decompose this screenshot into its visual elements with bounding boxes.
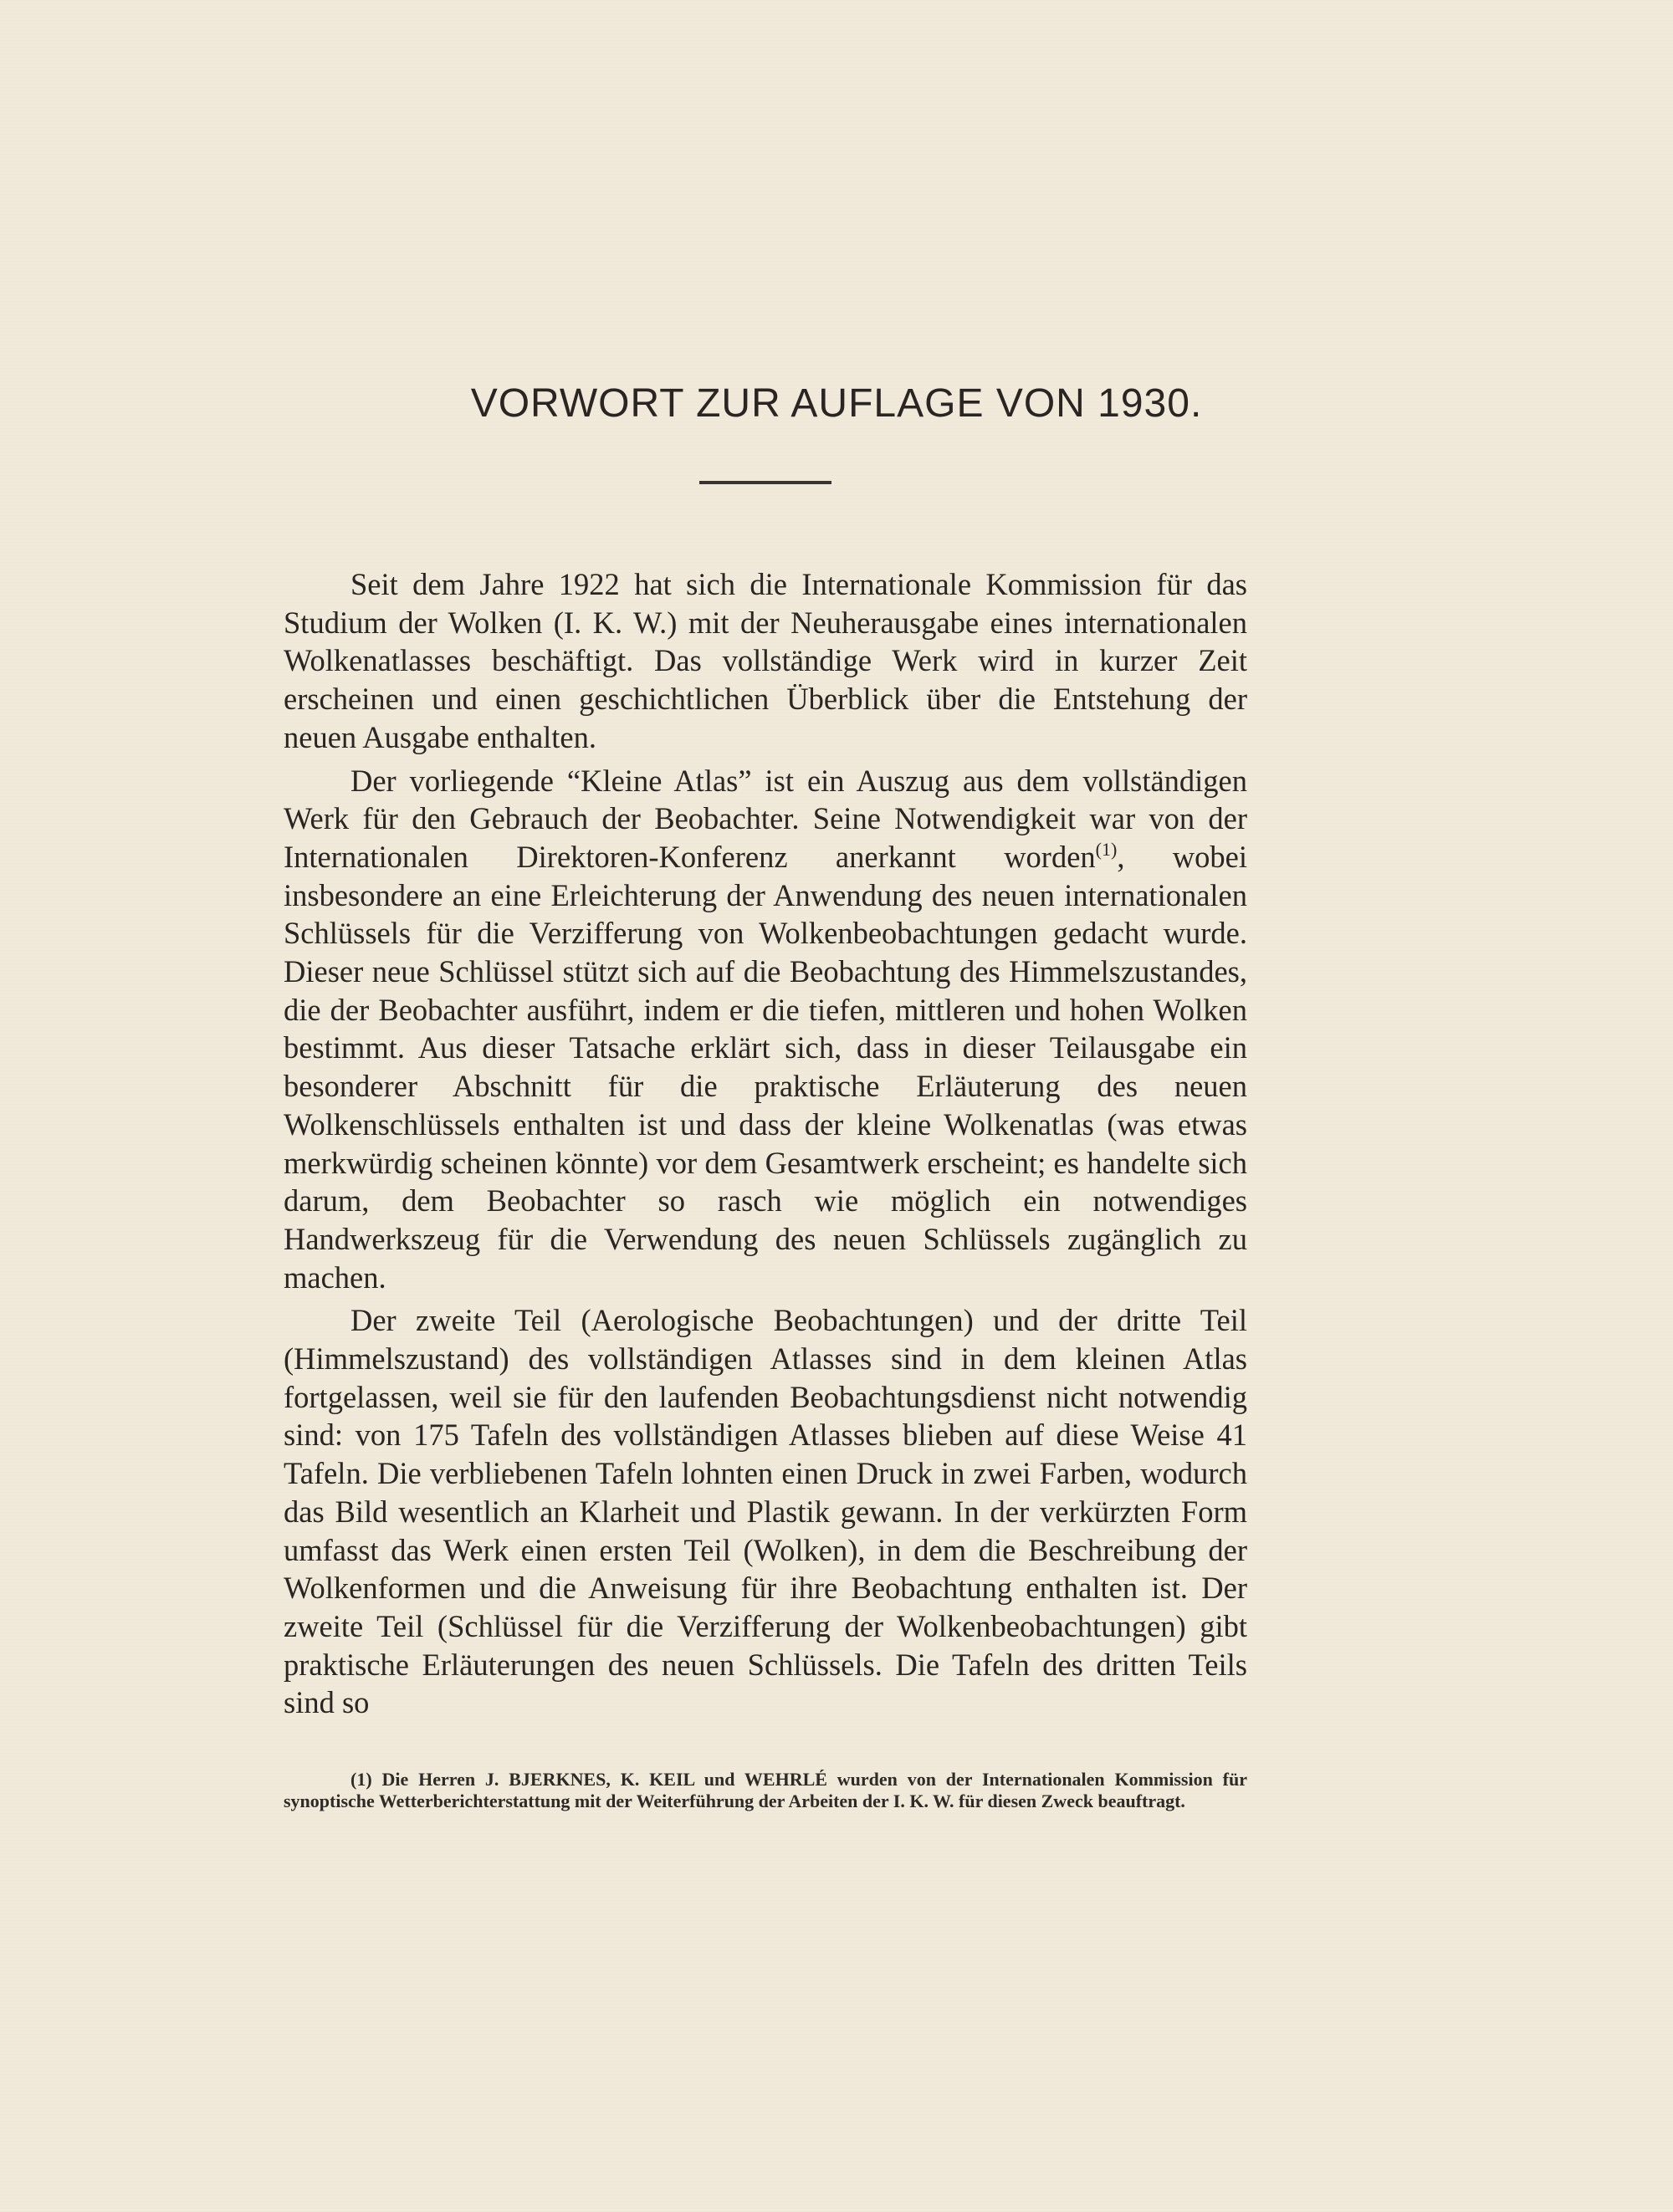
footnote-area (284, 1769, 1247, 1812)
paragraph-3: Der zweite Teil (Aerologische Beobachtungen) und der dritte Teil (Himmelszustand) des vollständigen Atlasses sind in dem kleinen Atlas fortgelassen, weil sie für den laufenden Beobachtungsdienst nicht notwendig sind: von 175 Tafeln des vollständigen Atlasses blieben auf diese Weise 41 Tafeln. Die verbliebenen Tafeln lohnten einen Druck in zwei Farben, wodurch das Bild wesentlich an Klarheit und Plastik gewann. In der verkürzten Form umfasst das Werk einen ersten Teil (Wolken), in dem die Beschreibung der Wolkenformen und die Anweisung für ihre Beobachtung enthalten ist. Der zweite Teil (Schlüssel für die Verzifferung der Wolkenbeobachtungen) gibt praktische Erläuterungen des neuen Schlüssels. Die Tafeln des dritten Teils sind so (284, 1303, 1247, 1720)
paragraph-1: Seit dem Jahre 1922 hat sich die Internationale Kommission für das Studium der Wolken (I. K. W.) mit der Neuherausgabe eines internationalen Wolkenatlasses beschäftigt. Das vollständige Werk wird in kurzer Zeit erscheinen und einen geschichtlichen Überblick über die Entstehung der neuen Ausgabe enthalten. (284, 567, 1247, 754)
footnote-text: Die Herren J. BJERKNES, K. KEIL und WEHRLÉ wurden von der Internationalen Kommission für synoptische Wetterberichterstattung mit der Weiterführung der Arbeiten der I. K. W. für diesen Zweck beauftragt. (284, 1769, 1247, 1811)
footnote-reference[interactable]: (1) (1095, 838, 1118, 860)
paragraph-2-end: , wobei insbesondere an eine Erleichterung der Anwendung des neuen internationalen Schlüssels für die Verzifferung von Wolkenbeobachtungen gedacht wurde. Dieser neue Schlüssel stützt sich auf die Beobachtung des Himmelszustandes, die der Beobachter ausführt, indem er die tiefen, mittleren und hohen Wolken bestimmt. Aus dieser Tatsache erklärt sich, dass in dieser Teilausgabe ein besonderer Abschnitt für die praktische Erläuterung des neuen Wolkenschlüssels enthalten ist und dass der kleine Wolkenatlas (was etwas merkwürdig scheinen könnte) vor dem Gesamtwerk erscheint; es handelte sich darum, dem Beobachter so rasch wie möglich ein notwendiges Handwerkszeug für die Verwendung des neuen Schlüssels zugänglich zu machen. (284, 839, 1248, 1295)
footnote-marker: (1) (350, 1769, 372, 1790)
title-divider (699, 481, 831, 484)
footnote-1 (284, 1769, 1247, 1812)
body-text (284, 565, 1247, 1727)
page-title: VORWORT ZUR AUFLAGE VON 1930. (470, 381, 1203, 426)
paragraph-2 (284, 762, 1247, 1297)
paragraph-2-start: Der vorliegende “Kleine Atlas” ist ein Auszug aus dem vollständigen Werk für den Gebrauch der Beobachter. Seine Notwendigkeit war von der Internationalen Direktoren-Konferenz anerkannt worden (284, 763, 1247, 874)
